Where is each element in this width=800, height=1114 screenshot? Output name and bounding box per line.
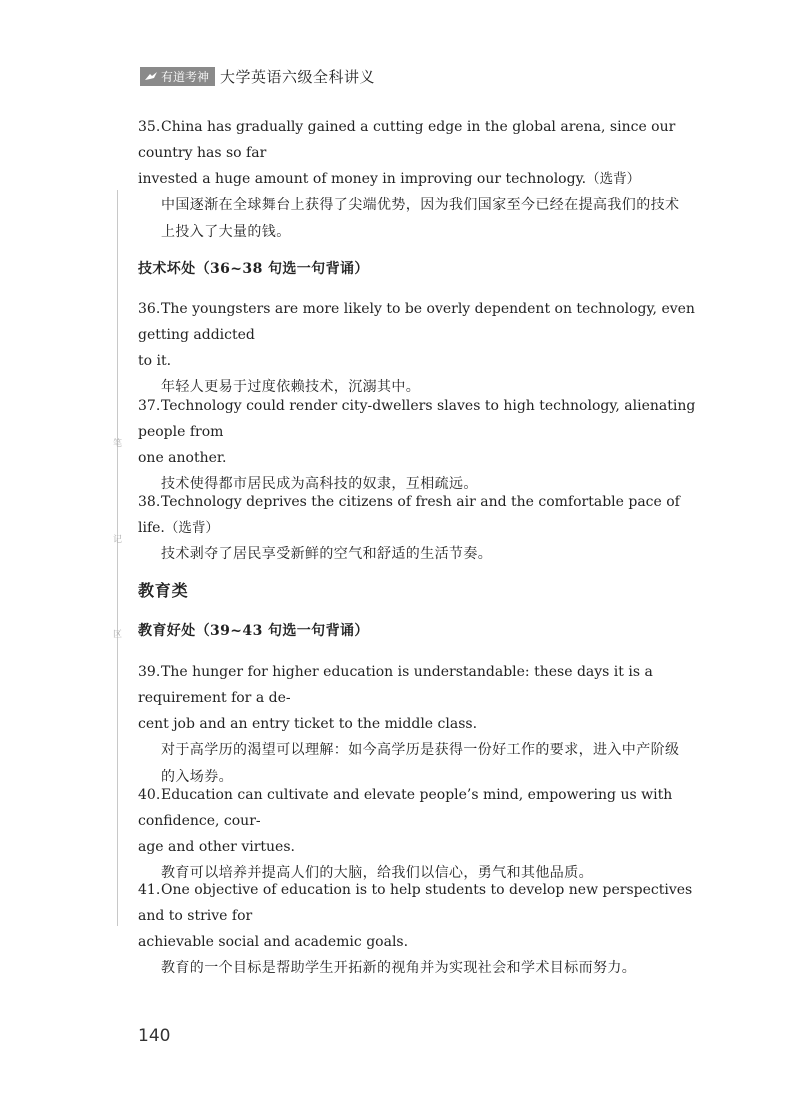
section-heading: 教育类 — [138, 581, 189, 600]
list-item — [138, 782, 708, 887]
english-sentence: Technology deprives the citizens of fresh air and the comfortable pace of life. — [138, 494, 680, 536]
item-number: 39. — [138, 664, 161, 680]
item-number: 41. — [138, 882, 161, 898]
english-sentence: to it. — [138, 353, 172, 369]
english-sentence: one another. — [138, 450, 227, 466]
chinese-translation: 年轻人更易于过度依赖技术，沉溺其中。 — [161, 379, 421, 395]
list-item — [138, 296, 708, 401]
margin-label: 笔 — [113, 439, 123, 449]
subsection-heading: 技术坏处（36~38 句选一句背诵） — [138, 261, 369, 277]
english-sentence: invested a huge amount of money in improving our technology. — [138, 171, 587, 187]
english-sentence: Education can cultivate and elevate people’s mind, empowering us with confidence, cour- — [138, 787, 673, 829]
margin-label: 区 — [113, 630, 123, 640]
chinese-translation: 教育可以培养并提高人们的大脑，给我们以信心，勇气和其他品质。 — [161, 865, 593, 881]
margin-label: 记 — [113, 535, 123, 545]
publisher-badge — [140, 67, 215, 86]
english-sentence: China has gradually gained a cutting edge in the global arena, since our country has so far — [138, 119, 676, 161]
english-sentence: achievable social and academic goals. — [138, 934, 409, 950]
chinese-translation: 上投入了大量的钱。 — [161, 224, 291, 240]
optional-note: （选背） — [164, 520, 219, 536]
english-sentence: age and other virtues. — [138, 839, 295, 855]
english-sentence: The youngsters are more likely to be overly dependent on technology, even getting addicted — [138, 301, 695, 343]
list-item — [138, 114, 708, 246]
bird-logo-icon — [144, 71, 158, 82]
margin-rule — [117, 190, 118, 926]
chinese-translation: 中国逐渐在全球舞台上获得了尖端优势，因为我们国家至今已经在提高我们的技术 — [161, 197, 680, 213]
page-number: 140 — [138, 1026, 171, 1046]
chinese-translation: 技术剥夺了居民享受新鲜的空气和舒适的生活节奏。 — [161, 546, 493, 562]
chinese-translation: 教育的一个目标是帮助学生开拓新的视角并为实现社会和学术目标而努力。 — [161, 960, 637, 976]
chinese-translation: 技术使得都市居民成为高科技的奴隶，互相疏远。 — [161, 476, 478, 492]
list-item — [138, 877, 708, 982]
item-number: 40. — [138, 787, 161, 803]
book-title: 大学英语六级全科讲义 — [220, 67, 376, 86]
item-number: 37. — [138, 398, 161, 414]
running-header — [140, 66, 375, 86]
list-item — [138, 393, 708, 498]
publisher-name: 有道考神 — [161, 69, 210, 84]
list-item — [138, 489, 708, 568]
english-sentence: cent job and an entry ticket to the middle class. — [138, 716, 478, 732]
english-sentence: One objective of education is to help students to develop new perspectives and to strive for — [138, 882, 693, 924]
chinese-translation: 的入场券。 — [161, 769, 233, 785]
english-sentence: Technology could render city-dwellers slaves to high technology, alienating people from — [138, 398, 696, 440]
subsection-heading: 教育好处（39~43 句选一句背诵） — [138, 623, 369, 639]
item-number: 35. — [138, 119, 161, 135]
item-number: 38. — [138, 494, 161, 510]
optional-note: （选背） — [586, 171, 641, 187]
english-sentence: The hunger for higher education is understandable: these days it is a requirement for a de- — [138, 664, 653, 706]
list-item — [138, 659, 708, 791]
chinese-translation: 对于高学历的渴望可以理解：如今高学历是获得一份好工作的要求，进入中产阶级 — [161, 742, 680, 758]
item-number: 36. — [138, 301, 161, 317]
